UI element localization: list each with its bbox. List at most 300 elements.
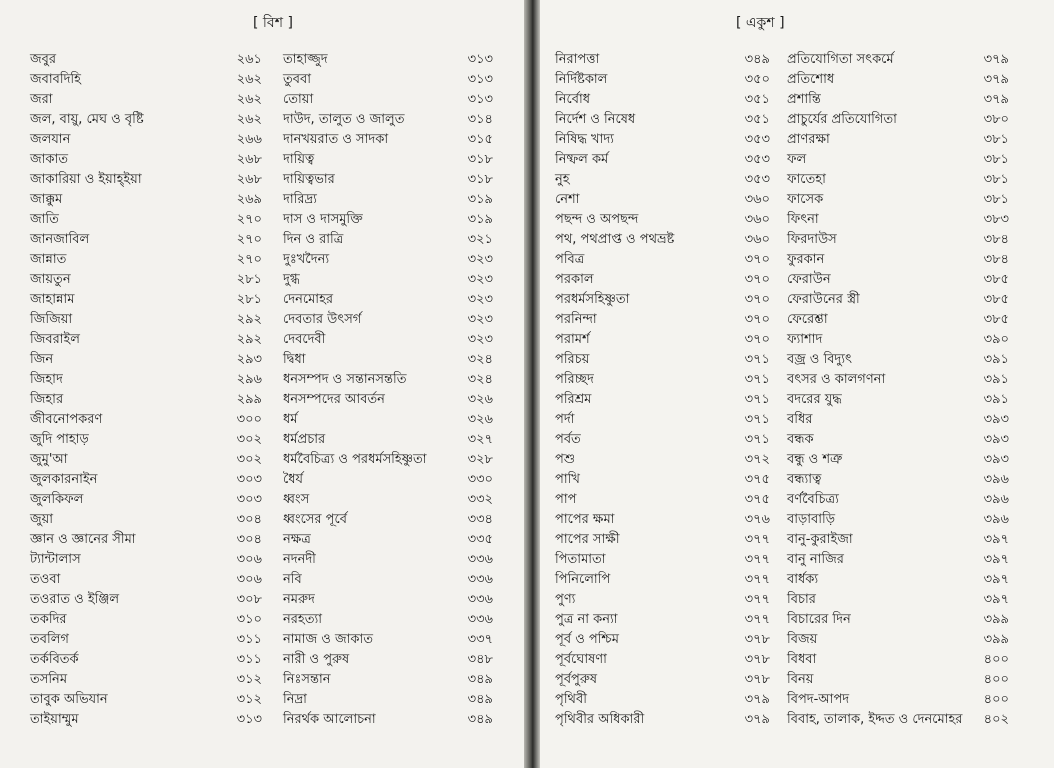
index-entry: [283, 630, 493, 650]
index-term: ধর্ম: [283, 412, 298, 427]
index-page-number: ৩২৭: [467, 432, 493, 447]
index-term: বিচার: [787, 592, 816, 607]
index-page-number: ৩৪৯: [467, 692, 493, 707]
index-page-number: ৩৬০: [744, 212, 770, 227]
index-term: নারী ও পুরুষ: [283, 652, 350, 667]
index-page-number: ৩৫৩: [744, 132, 770, 147]
index-term: দেবতার উৎসর্গ: [283, 312, 362, 327]
index-term: জাহান্নাম: [30, 292, 75, 307]
index-page-number: ২৬৮: [236, 172, 262, 187]
index-entry: [787, 290, 1009, 310]
index-entry: [283, 570, 493, 590]
index-page-number: ৩৬০: [744, 192, 770, 207]
index-term: পিতামাতা: [555, 552, 606, 567]
index-term: ধ্বংস: [283, 492, 310, 507]
index-entry: [30, 250, 262, 270]
index-entry: [787, 270, 1009, 290]
index-page-number: ৩৩৬: [467, 612, 493, 627]
index-entry: [30, 490, 262, 510]
index-page-number: ৩৮৫: [983, 312, 1009, 327]
index-term: নরহত্যা: [283, 612, 323, 627]
index-term: নির্দিষ্টকাল: [555, 72, 608, 87]
index-page-number: ৩৭৯: [983, 92, 1009, 107]
index-term: তসনিম: [30, 672, 68, 687]
index-entry: [787, 670, 1009, 690]
index-page-number: ৩৭৭: [744, 532, 770, 547]
index-entry: [787, 110, 1009, 130]
index-term: দায়িত্ব: [283, 152, 315, 167]
index-term: পরিচয়: [555, 352, 590, 367]
index-term: পছন্দ ও অপছন্দ: [555, 212, 639, 227]
index-entry: [555, 150, 770, 170]
index-page-number: ৩৯৭: [983, 532, 1009, 547]
index-page-number: ৩৭১: [744, 372, 770, 387]
index-term: নির্দেশ ও নিষেধ: [555, 112, 636, 127]
index-page-number: ৩৩৬: [467, 592, 493, 607]
index-entry: [30, 550, 262, 570]
index-entry: [30, 470, 262, 490]
index-term: ধৈর্য: [283, 472, 304, 487]
index-term: জীবনোপকরণ: [30, 412, 103, 427]
index-page-number: ২৬২: [236, 92, 262, 107]
index-entry: [555, 410, 770, 430]
index-entry: [30, 170, 262, 190]
index-term: পরকাল: [555, 272, 594, 287]
index-entry: [787, 50, 1009, 70]
index-entry: [283, 670, 493, 690]
index-page-number: ৩৮১: [983, 192, 1009, 207]
index-entry: [30, 350, 262, 370]
index-term: বিচারের দিন: [787, 612, 851, 627]
index-page-number: ৩১৩: [467, 52, 493, 67]
index-term: জুমু'আ: [30, 452, 68, 467]
index-term: তোয়া: [283, 92, 314, 107]
index-term: দুগ্ধ: [283, 272, 300, 287]
index-page-number: ২৮১: [236, 272, 262, 287]
index-entry: [30, 670, 262, 690]
index-term: জুয়া: [30, 512, 54, 527]
index-entry: [30, 370, 262, 390]
index-term: পরনিন্দা: [555, 312, 597, 327]
index-page-number: ৩৮১: [983, 172, 1009, 187]
index-term: জলযান: [30, 132, 71, 147]
index-term: জায়তুন: [30, 272, 71, 287]
index-entry: [30, 210, 262, 230]
index-entry: [283, 490, 493, 510]
index-term: ধ্বংসের পূর্বে: [283, 512, 347, 527]
index-term: বন্ধ্যাত্ব: [787, 472, 822, 487]
index-entry: [283, 290, 493, 310]
index-term: বার্ধক্য: [787, 572, 819, 587]
book-gutter: [524, 0, 540, 768]
index-entry: [555, 110, 770, 130]
index-term: নদনদী: [283, 552, 316, 567]
index-entry: [30, 570, 262, 590]
index-page-number: ৩৩৫: [467, 532, 493, 547]
index-term: জিন: [30, 352, 54, 367]
index-page-number: ৩১১: [236, 632, 262, 647]
index-entry: [787, 130, 1009, 150]
index-page-number: ৩৫১: [744, 92, 770, 107]
index-term: নিরাপত্তা: [555, 52, 600, 67]
index-page-number: ৩০২: [236, 452, 262, 467]
index-entry: [787, 230, 1009, 250]
index-term: বিবাহ, তালাক, ইদ্দত ও দেনমোহর: [787, 712, 963, 727]
index-page-number: ৩৮৩: [983, 212, 1009, 227]
index-term: ধর্মবৈচিত্র্য ও পরধর্মসহিষ্ণুতা: [283, 452, 427, 467]
index-page-number: ৩৭০: [744, 272, 770, 287]
index-term: নিষিদ্ধ খাদ্য: [555, 132, 614, 147]
index-term: পৃথিবী: [555, 692, 587, 707]
index-term: নামাজ ও জাকাত: [283, 632, 374, 647]
index-entry: [555, 70, 770, 90]
index-entry: [555, 250, 770, 270]
index-page-number: ৩৯৩: [983, 452, 1009, 467]
index-entry: [30, 390, 262, 410]
index-page-number: ৩৩০: [467, 472, 493, 487]
index-entry: [555, 170, 770, 190]
index-page-number: ৩৭১: [744, 392, 770, 407]
index-term: জাকাত: [30, 152, 69, 167]
index-term: জানজাবিল: [30, 232, 90, 247]
index-entry: [555, 230, 770, 250]
index-term: তওবা: [30, 572, 61, 587]
index-term: জবাবদিহি: [30, 72, 81, 87]
index-entry: [283, 110, 493, 130]
index-page-number: ৩৫৩: [744, 172, 770, 187]
index-entry: [30, 290, 262, 310]
index-page-number: ২৯২: [236, 332, 262, 347]
index-term: বিধবা: [787, 652, 817, 667]
index-page-number: ৩৭২: [744, 452, 770, 467]
index-term: পশু: [555, 452, 576, 467]
index-entry: [787, 510, 1009, 530]
index-term: জান্নাত: [30, 252, 67, 267]
index-page-number: ৩৭৭: [744, 612, 770, 627]
index-page-number: ৩৯১: [983, 392, 1009, 407]
index-page-number: ৩৭৭: [744, 592, 770, 607]
index-entry: [283, 530, 493, 550]
index-entry: [555, 430, 770, 450]
index-entry: [787, 570, 1009, 590]
index-term: ফাতেহা: [787, 172, 826, 187]
index-entry: [30, 110, 262, 130]
index-entry: [283, 50, 493, 70]
index-page-number: ৩৭০: [744, 292, 770, 307]
index-page-number: ৩১৩: [467, 72, 493, 87]
index-entry: [30, 190, 262, 210]
index-entry: [787, 170, 1009, 190]
index-term: দিন ও রাত্রি: [283, 232, 344, 247]
index-term: বন্ধু ও শত্রু: [787, 452, 843, 467]
index-page-number: ৩৯৯: [983, 632, 1009, 647]
index-term: ফুরকান: [787, 252, 825, 267]
index-term: পরামর্শ: [555, 332, 590, 347]
index-term: প্রশান্তি: [787, 92, 821, 107]
index-term: ফ্যাশাদ: [787, 332, 823, 347]
index-page-number: ৩৪৯: [744, 52, 770, 67]
index-term: বিজয়: [787, 632, 818, 647]
index-term: নক্ষত্র: [283, 532, 311, 547]
index-entry: [283, 370, 493, 390]
index-entry: [555, 710, 770, 730]
index-page-number: ৩১৯: [467, 212, 493, 227]
index-term: জ্ঞান ও জ্ঞানের সীমা: [30, 532, 136, 547]
index-entry: [30, 90, 262, 110]
left-index-column-2: [283, 50, 493, 730]
index-entry: [555, 90, 770, 110]
index-entry: [283, 390, 493, 410]
index-entry: [787, 370, 1009, 390]
index-term: নবি: [283, 572, 302, 587]
index-term: তাহাজ্জুদ: [283, 52, 328, 67]
index-page-number: ৩৭৭: [744, 572, 770, 587]
index-entry: [30, 650, 262, 670]
index-entry: [787, 350, 1009, 370]
index-entry: [283, 250, 493, 270]
index-term: বন্ধক: [787, 432, 814, 447]
index-page-number: ৩১২: [236, 672, 262, 687]
index-entry: [283, 70, 493, 90]
index-page-number: ৩২৪: [467, 352, 493, 367]
index-entry: [555, 190, 770, 210]
index-page-number: ২৭০: [236, 232, 262, 247]
index-page-number: ৩৮১: [983, 132, 1009, 147]
index-page-number: ৩৬০: [744, 232, 770, 247]
index-term: পথ, পথপ্রাপ্ত ও পথভ্রষ্ট: [555, 232, 675, 247]
index-page-number: ৩১৫: [467, 132, 493, 147]
index-term: ধনসম্পদ ও সন্তানসন্ততি: [283, 372, 407, 387]
index-entry: [30, 510, 262, 530]
index-entry: [283, 650, 493, 670]
index-entry: [787, 90, 1009, 110]
index-page-number: ৩৮৪: [983, 252, 1009, 267]
index-term: প্রাচুর্যের প্রতিযোগিতা: [787, 112, 897, 127]
index-page-number: ৩৪৯: [467, 712, 493, 727]
index-term: তুববা: [283, 72, 311, 87]
index-page-number: ৩১১: [236, 652, 262, 667]
index-entry: [555, 670, 770, 690]
left-page-header: [ বিশ ]: [253, 15, 293, 31]
index-entry: [555, 130, 770, 150]
index-page-number: ২৯৬: [236, 372, 262, 387]
index-page-number: ৩৭০: [744, 332, 770, 347]
index-term: দেবদেবী: [283, 332, 326, 347]
index-page-number: ২৭০: [236, 212, 262, 227]
index-page-number: ৩৯৬: [983, 472, 1009, 487]
index-entry: [787, 550, 1009, 570]
index-entry: [555, 630, 770, 650]
index-entry: [283, 450, 493, 470]
index-page-number: ৩৯৩: [983, 432, 1009, 447]
index-page-number: ৩৫০: [744, 72, 770, 87]
index-entry: [283, 330, 493, 350]
index-entry: [555, 550, 770, 570]
index-term: তাবুক অভিযান: [30, 692, 108, 707]
index-term: জিজিয়া: [30, 312, 73, 327]
index-page-number: ৩১০: [236, 612, 262, 627]
right-index-column-1: [555, 50, 770, 730]
index-page-number: ৩১৮: [467, 152, 493, 167]
index-term: ফেরেশ্তা: [787, 312, 828, 327]
index-term: ফেরাউনের স্ত্রী: [787, 292, 860, 307]
index-entry: [555, 650, 770, 670]
index-entry: [283, 210, 493, 230]
index-page-number: ৩৭৮: [744, 672, 770, 687]
index-entry: [555, 310, 770, 330]
index-term: প্রতিযোগিতা সৎকর্মে: [787, 52, 894, 67]
index-page-number: ২৮১: [236, 292, 262, 307]
index-term: নমরুদ: [283, 592, 315, 607]
index-term: ফাসেক: [787, 192, 824, 207]
index-term: জল, বায়ু, মেঘ ও বৃষ্টি: [30, 112, 144, 127]
index-entry: [283, 230, 493, 250]
index-page-number: ৩৯১: [983, 372, 1009, 387]
index-term: প্রতিশোধ: [787, 72, 835, 87]
index-term: তবলিগ: [30, 632, 69, 647]
index-page-number: ৩০৩: [236, 492, 262, 507]
index-term: বধির: [787, 412, 813, 427]
index-page-number: ২৬২: [236, 112, 262, 127]
index-page-number: ৩৯৭: [983, 592, 1009, 607]
index-term: জিহাদ: [30, 372, 63, 387]
index-term: নিষ্ফল কর্ম: [555, 152, 609, 167]
index-term: জুলকিফল: [30, 492, 84, 507]
index-term: বদরের যুদ্ধ: [787, 392, 842, 407]
index-term: ফেরাউন: [787, 272, 831, 287]
index-page-number: ৩৭১: [744, 412, 770, 427]
index-page-number: ৩৯৭: [983, 552, 1009, 567]
index-term: পর্বত: [555, 432, 581, 447]
index-entry: [283, 610, 493, 630]
index-term: নিঃসন্তান: [283, 672, 331, 687]
index-page-number: ৩৭৯: [983, 52, 1009, 67]
index-page-number: ৩৫১: [744, 112, 770, 127]
index-term: ফিৎনা: [787, 212, 819, 227]
index-entry: [283, 430, 493, 450]
index-page-number: ৩০৮: [236, 592, 262, 607]
index-page-number: ৩০৬: [236, 572, 262, 587]
index-term: দুঃখদৈন্য: [283, 252, 330, 267]
index-page-number: ২৬২: [236, 72, 262, 87]
index-entry: [283, 710, 493, 730]
index-term: নিদ্রা: [283, 692, 307, 707]
index-term: জুদি পাহাড়: [30, 432, 89, 447]
index-entry: [787, 210, 1009, 230]
index-term: পরিশ্রম: [555, 392, 592, 407]
index-page-number: ৩৩৪: [467, 512, 493, 527]
index-page-number: ৩৭০: [744, 312, 770, 327]
index-entry: [787, 190, 1009, 210]
index-term: ট্যান্টালাস: [30, 552, 81, 567]
index-page-number: ৩৯৭: [983, 572, 1009, 587]
index-entry: [30, 450, 262, 470]
index-entry: [555, 270, 770, 290]
index-term: পরিচ্ছদ: [555, 372, 594, 387]
index-term: পাপের সাক্ষী: [555, 532, 620, 547]
index-page-number: ২৬৮: [236, 152, 262, 167]
index-entry: [30, 70, 262, 90]
index-entry: [283, 270, 493, 290]
index-entry: [787, 690, 1009, 710]
index-term: পাপের ক্ষমা: [555, 512, 615, 527]
index-entry: [787, 250, 1009, 270]
index-term: পরধর্মসহিষ্ণুতা: [555, 292, 630, 307]
index-page-number: ২৭০: [236, 252, 262, 267]
index-entry: [30, 710, 262, 730]
index-term: জাক্কুম: [30, 192, 63, 207]
index-entry: [283, 130, 493, 150]
index-page-number: ৩৭৭: [744, 552, 770, 567]
index-term: দেনমোহর: [283, 292, 334, 307]
index-term: দারিদ্র্য: [283, 192, 317, 207]
index-term: পূর্বঘোষণা: [555, 652, 607, 667]
index-term: ফিরদাউস: [787, 232, 837, 247]
index-page-number: ২৬১: [236, 52, 262, 67]
index-term: নিরর্থক আলোচনা: [283, 712, 376, 727]
index-entry: [283, 690, 493, 710]
index-page-number: ৩৭৮: [744, 652, 770, 667]
index-entry: [283, 510, 493, 530]
index-page-number: ৩৪৯: [467, 672, 493, 687]
index-entry: [30, 610, 262, 630]
index-term: পাখি: [555, 472, 580, 487]
index-entry: [787, 650, 1009, 670]
index-entry: [283, 90, 493, 110]
index-entry: [30, 630, 262, 650]
index-page-number: ৩২৬: [467, 392, 493, 407]
index-term: বানু নাজির: [787, 552, 844, 567]
index-entry: [555, 390, 770, 410]
index-page-number: ৩৭৫: [744, 472, 770, 487]
index-page-number: ৩৯৩: [983, 412, 1009, 427]
index-page-number: ৩২৩: [467, 312, 493, 327]
index-entry: [283, 590, 493, 610]
index-page-number: ৩৩৬: [467, 572, 493, 587]
index-entry: [30, 230, 262, 250]
index-term: ধনসম্পদের আবর্তন: [283, 392, 385, 407]
index-term: জিহার: [30, 392, 64, 407]
index-page-number: ৩৮১: [983, 152, 1009, 167]
index-page-number: ৩১৮: [467, 172, 493, 187]
index-entry: [30, 590, 262, 610]
index-page-number: ৩৯৯: [983, 612, 1009, 627]
index-entry: [555, 330, 770, 350]
index-term: তর্কবিতর্ক: [30, 652, 79, 667]
index-entry: [30, 50, 262, 70]
index-page-number: ৩৩৬: [467, 552, 493, 567]
index-entry: [787, 590, 1009, 610]
index-page-number: ৩২৩: [467, 332, 493, 347]
index-entry: [555, 370, 770, 390]
index-entry: [30, 310, 262, 330]
index-term: দানখয়রাত ও সাদকা: [283, 132, 389, 147]
index-page-number: ৩০০: [236, 412, 262, 427]
index-term: নুহ: [555, 172, 570, 187]
index-term: জাকারিয়া ও ইয়াহ্ইয়া: [30, 172, 142, 187]
index-page-number: ৩৭৯: [983, 72, 1009, 87]
index-entry: [787, 450, 1009, 470]
index-page-number: ২৬৯: [236, 192, 262, 207]
index-page-number: ৩৪৮: [467, 652, 493, 667]
index-entry: [787, 530, 1009, 550]
index-entry: [555, 610, 770, 630]
index-page-number: ২৬৬: [236, 132, 262, 147]
index-term: বাড়াবাড়ি: [787, 512, 836, 527]
index-entry: [30, 530, 262, 550]
index-term: পৃথিবীর অধিকারী: [555, 712, 645, 727]
index-page-number: ৩৩৭: [467, 632, 493, 647]
